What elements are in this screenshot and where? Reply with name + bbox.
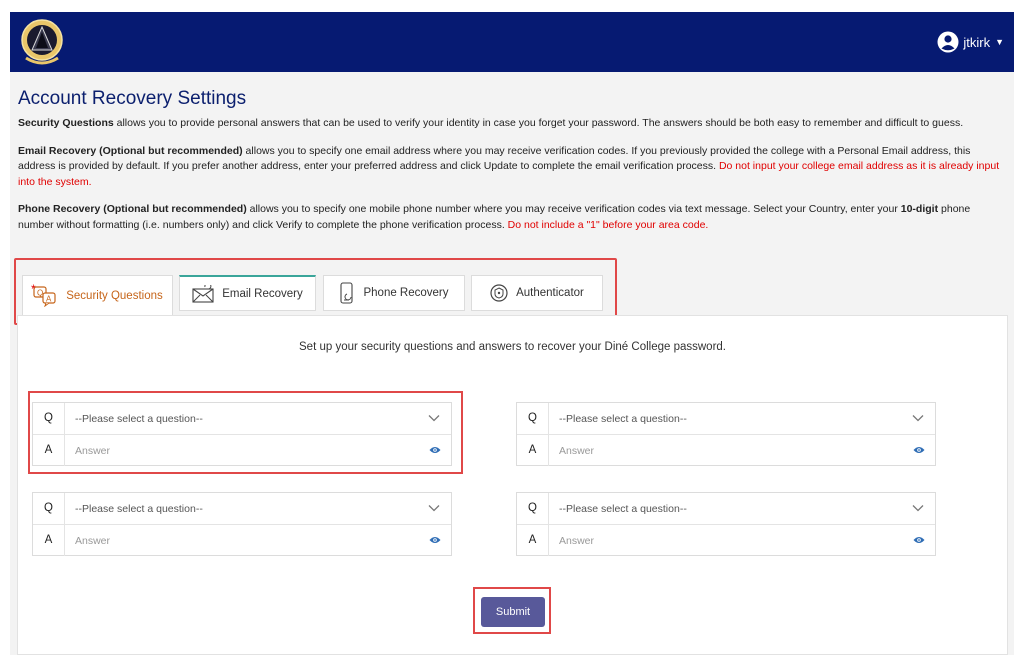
question-select[interactable]: --Please select a question--	[75, 502, 203, 515]
answer-label: A	[33, 525, 65, 556]
qa-group-highlight	[28, 391, 463, 474]
question-label: Q	[517, 493, 549, 524]
answer-label: A	[517, 525, 549, 556]
answer-row[interactable]	[517, 435, 935, 466]
answer-label: A	[33, 435, 65, 466]
question-label: Q	[33, 493, 65, 524]
top-navbar	[10, 12, 1014, 72]
tab-security-questions[interactable]	[22, 275, 173, 317]
email-recovery-description: Email Recovery (Optional but recommended) allows you to specify one email address where you may receive verification codes. If you previously provided the college with a Personal Email address, this address is provided by default. If you prefer another address, enter your preferred address and click Update to complete the email verification process. Do not input your college email address as it is already input into the system.	[18, 144, 1000, 188]
main-content	[10, 72, 1014, 655]
qa-group-4	[516, 492, 936, 556]
email-warning: Do not input your college email address as it is already input into the system.	[18, 160, 1000, 188]
answer-row[interactable]	[517, 525, 935, 556]
question-row[interactable]	[517, 403, 935, 435]
svg-text:Q: Q	[37, 288, 44, 298]
answer-input[interactable]: Answer	[559, 444, 595, 457]
eye-icon[interactable]	[913, 445, 925, 455]
username: jtkirk	[963, 34, 991, 50]
question-select[interactable]: --Please select a question--	[75, 412, 203, 425]
required-mark: *	[31, 282, 36, 296]
panel-intro: Set up your security questions and answers to recover your Diné College password.	[299, 341, 726, 353]
shield-icon	[490, 283, 508, 303]
tab-phone-recovery[interactable]	[323, 275, 465, 311]
svg-text:A: A	[46, 294, 52, 304]
answer-input[interactable]: Answer	[75, 534, 111, 547]
qa-group-3	[32, 492, 452, 556]
security-questions-description: Security Questions allows you to provide personal answers that can be used to verify your identity in case you forget your password. The answers should be both easy to remember and difficult to guess.	[18, 117, 964, 129]
question-select[interactable]: --Please select a question--	[559, 502, 687, 515]
question-select[interactable]: --Please select a question--	[559, 412, 687, 425]
tab-label: Authenticator	[516, 287, 584, 299]
tab-label: Email Recovery	[222, 287, 303, 300]
answer-label: A	[517, 435, 549, 466]
envelope-icon	[192, 285, 214, 303]
answer-input[interactable]: Answer	[559, 534, 595, 547]
page-title: Account Recovery Settings	[18, 88, 247, 109]
tab-label: Security Questions	[66, 290, 163, 302]
question-row[interactable]	[517, 493, 935, 525]
eye-icon[interactable]	[429, 535, 441, 545]
phone-warning: Do not include a "1" before your area code.	[507, 218, 709, 231]
chevron-down-icon	[911, 501, 925, 515]
answer-row[interactable]	[33, 525, 451, 556]
user-circle-icon	[937, 31, 959, 53]
qa-group-2	[516, 402, 936, 466]
chevron-down-icon	[427, 501, 441, 515]
mobile-phone-icon	[339, 282, 355, 304]
answer-input[interactable]: Answer	[75, 444, 111, 457]
tab-email-recovery[interactable]	[179, 275, 316, 311]
chevron-down-icon: ▼	[995, 37, 1004, 47]
qa-bubbles-icon	[32, 285, 58, 307]
question-row[interactable]	[33, 493, 451, 525]
phone-recovery-description: Phone Recovery (Optional but recommended) allows you to specify one mobile phone number where you may receive verification codes via text message. Select your Country, enter your 10-digit phone number without formatting (i.e. numbers only) and click Verify to complete the phone verification process. Do not include a "1" before your area code.	[18, 203, 971, 231]
question-label: Q	[517, 403, 549, 434]
chevron-down-icon	[911, 411, 925, 425]
question-label: Q	[33, 403, 65, 434]
tab-authenticator[interactable]	[471, 275, 603, 311]
submit-button[interactable]: Submit	[481, 597, 545, 627]
dine-college-logo[interactable]	[20, 17, 64, 67]
tab-label: Phone Recovery	[363, 287, 449, 299]
user-menu[interactable]	[937, 31, 1004, 53]
eye-icon[interactable]	[913, 535, 925, 545]
